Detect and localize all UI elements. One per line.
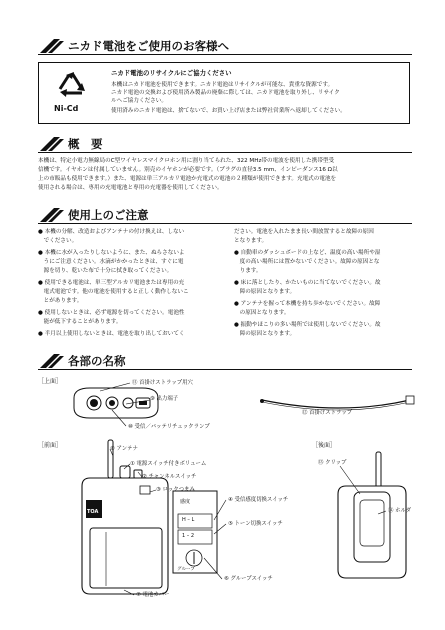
- slash-mark-icon: [38, 38, 66, 54]
- caution-right-4: 度の高い場所には置かないでください。故障の原因とな: [234, 259, 380, 265]
- caution-left-9: ● 使用しないときは、必ず電源を切ってください。電池性: [38, 310, 185, 316]
- leader-rx-lamp: [112, 410, 132, 430]
- label-power-volume: ① 電源スイッチ付きボリューム: [130, 461, 207, 467]
- caution-left-2: でください。: [38, 238, 78, 244]
- label-holder: ⑭ ホルダ: [388, 508, 412, 514]
- label-battery-cover: ⑦ 電池カバー: [136, 592, 170, 598]
- label-clip: ⑬ クリップ: [318, 460, 347, 466]
- caution-section-title: 使用上のご注意: [68, 208, 149, 222]
- overview-section-title: 概 要: [68, 137, 103, 151]
- nicd-section-header: [38, 38, 412, 55]
- switch-panel-inset: [172, 490, 218, 574]
- nicd-line-1: 本機はニカド電池を使用できます。ニカド電池はリサイクルが可能な、貴重な資源です。: [111, 82, 334, 88]
- slash-mark-icon: [38, 207, 66, 223]
- caution-right-5: ります。: [234, 268, 262, 274]
- nicd-recycle-box: [38, 62, 410, 124]
- parts-section-title: 各部の名称: [68, 354, 126, 368]
- label-lock-knob: ③ ロックつまみ: [156, 487, 195, 493]
- caution-right-8: ● アンテナを握って本機を持ち歩かないでください。故障: [234, 301, 381, 307]
- nicd-line-4: 使用済みのニカド電池は、捨てないで、お買い上げ店または弊社営業所へ返却してください。: [111, 108, 346, 114]
- front-view-label: ［前面］: [38, 442, 63, 449]
- caution-left-1: ● 本機の分解、改造およびアンテナの付け換えは、しない: [38, 229, 185, 235]
- slash-mark-icon: [38, 136, 66, 152]
- overview-line-4: 使用される場合は、専用の充電電池と専用の充電器を使用してください。: [38, 185, 223, 191]
- caution-left-3: ● 本機に水が入ったりしないように、また、ぬらさないよ: [38, 250, 185, 256]
- label-tone-switch: ⑤ トーン切換スイッチ: [228, 521, 283, 527]
- caution-right-2: となります。: [234, 238, 268, 244]
- label-output-jack: ⑨ 出力端子: [150, 396, 179, 402]
- caution-left-5: 源を切り、乾いた布で十分に拭き取ってください。: [38, 268, 173, 274]
- label-antenna: ⑧ アンテナ: [110, 446, 138, 452]
- caution-right-10: ● 振動やほこりの多い場所では使用しないでください。故: [234, 322, 381, 328]
- recycle-icon: [55, 69, 89, 103]
- leader-output-jack: [126, 399, 156, 409]
- label-group-switch: ⑥ グループスイッチ: [224, 576, 273, 582]
- panel-sensitivity-label: 感度: [180, 499, 191, 505]
- back-view-label: ［後面］: [312, 442, 337, 449]
- caution-right-6: ● 床に落としたり、かたいものに当てないでください。故: [234, 280, 381, 286]
- caution-left-7: 電式電池です。他の電池を使用すると正しく動作しないこ: [38, 289, 189, 295]
- panel-group-label: グループ: [177, 567, 196, 572]
- label-channel-switch: ② チャンネルスイッチ: [142, 474, 197, 480]
- caution-right-9: の原因となります。: [234, 310, 290, 316]
- caution-left-6: ● 使用できる電池は、単三型アルカリ電池または専用の充: [38, 280, 185, 286]
- nicd-line-2: ニカド電池の交換および使用済み製品の廃棄に際しては、ニカド電池を取り外し、リサイク: [111, 90, 340, 96]
- panel-tone-label: 1 – 2: [182, 533, 195, 539]
- caution-left-10: 能が低下することがあります。: [38, 319, 122, 325]
- caution-section-header: [38, 207, 412, 224]
- neck-strap-drawing: [260, 392, 420, 422]
- overview-line-2: 信機です。イヤホンは付属していません。別売のイヤホンが必要です。（プラグの直径3.5 mm、インピーダンス16 Ω以: [38, 167, 338, 173]
- nicd-heading: ニカド電池のリサイクルにご協力ください: [111, 69, 232, 77]
- parts-section-header: [38, 353, 412, 370]
- nicd-section-title: ニカド電池をご使用のお客様へ: [68, 39, 229, 53]
- caution-right-11: 障の原因となります。: [234, 331, 296, 337]
- caution-left-4: うにご注意ください。水滴がかかったときは、すぐに電: [38, 259, 184, 265]
- label-neck-strap: ⑫ 首掛けストラップ: [302, 410, 353, 416]
- nicd-line-3: ルへご協力ください。: [111, 98, 167, 104]
- overview-line-1: 本機は、特定小電力無線局のC型ワイヤレスマイクロホン用に割り当てられた、322 MHz帯の電波を使用した携帯型受: [38, 158, 335, 164]
- back-view-drawing: [336, 452, 416, 602]
- caution-right-7: 障の原因となります。: [234, 289, 296, 295]
- overview-line-3: 上の市販品も使用できます。）また、電源は単三アルカリ電池か充電式の電池の２種類が使用できます。充電式の電池を: [38, 176, 337, 182]
- top-view-label: ［上面］: [38, 378, 63, 385]
- caution-right-1: ださい。電池を入れたまま長い間放置すると故障の原因: [234, 229, 374, 235]
- caution-left-8: とがあります。: [38, 298, 83, 304]
- slash-mark-icon: [38, 353, 66, 369]
- caution-right-3: ● 自動車のダッシュボードの上など、温度の高い場所や湿: [234, 250, 381, 256]
- overview-section-header: [38, 136, 412, 153]
- label-rx-battery-lamp: ⑩ 受信／バッテリチェックランプ: [128, 424, 210, 430]
- panel-hl-label: H – L: [182, 517, 195, 523]
- label-sensitivity-switch: ④ 受信感度切換スイッチ: [228, 497, 289, 503]
- caution-left-11: ● 半月以上使用しないときは、電池を取り出しておいてく: [38, 331, 185, 337]
- label-strap-hole: ⑪ 首掛けストラップ用穴: [132, 380, 193, 386]
- nicd-recycle-label: Ni-Cd: [54, 104, 79, 113]
- brand-logo: TOA: [87, 509, 99, 515]
- leader-strap-hole: [100, 383, 140, 393]
